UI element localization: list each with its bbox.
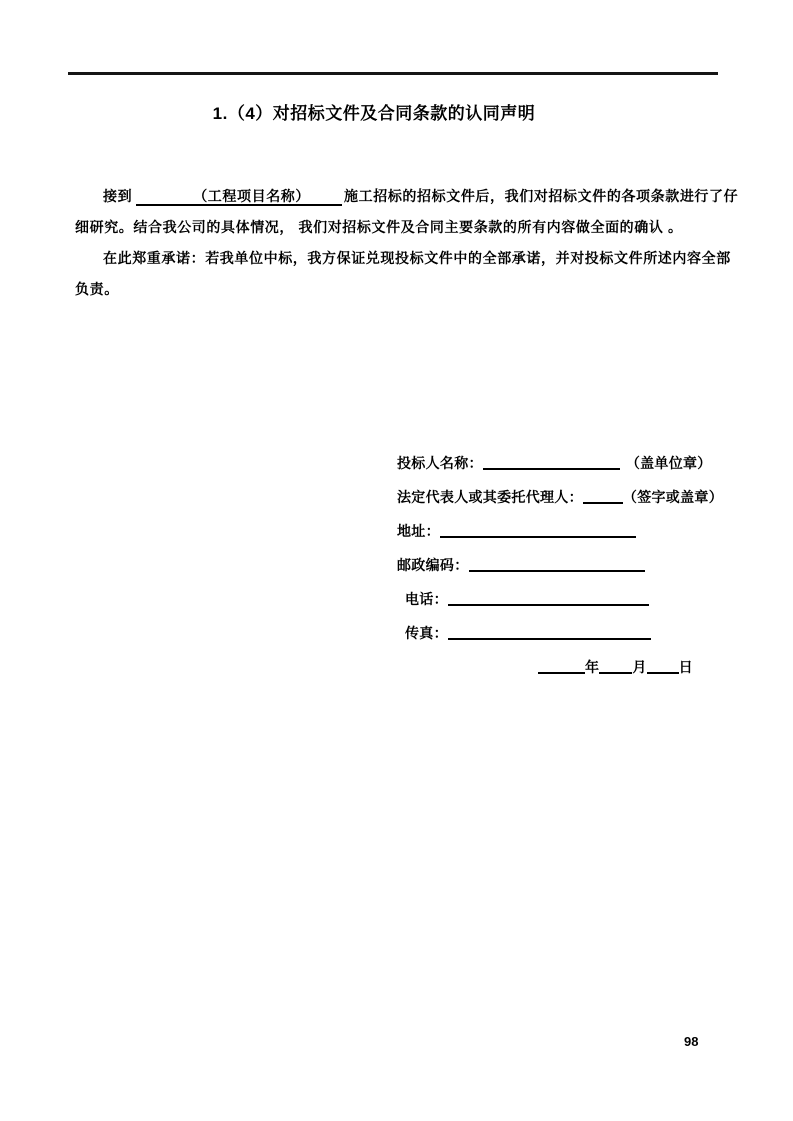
phone-row xyxy=(397,582,723,616)
paragraph2-line2: 负责。 xyxy=(75,281,119,297)
month-label: 月 xyxy=(632,659,647,675)
year-field[interactable] xyxy=(538,660,585,674)
bidder-name-field[interactable] xyxy=(483,456,620,470)
fax-row xyxy=(397,616,723,650)
phone-label: 电话： xyxy=(405,591,448,607)
page-number: 98 xyxy=(684,1034,699,1049)
signature-block xyxy=(397,446,723,684)
project-name-field[interactable] xyxy=(136,188,342,206)
postcode-row xyxy=(397,548,723,582)
representative-row xyxy=(397,480,723,514)
day-label: 日 xyxy=(678,659,693,675)
representative-field[interactable] xyxy=(583,490,623,504)
fax-field[interactable] xyxy=(448,626,651,640)
p1-line1-text: 施工招标的招标文件后，我们对招标文件的各项条款进行了仔 xyxy=(344,188,739,204)
day-field[interactable] xyxy=(647,660,679,674)
address-row xyxy=(397,514,723,548)
year-label: 年 xyxy=(585,659,600,675)
page-title: 1.（4）对招标文件及合同条款的认同声明 xyxy=(212,104,536,123)
address-label: 地址： xyxy=(397,523,440,539)
month-field[interactable] xyxy=(599,660,632,674)
address-field[interactable] xyxy=(440,524,636,538)
phone-field[interactable] xyxy=(448,592,649,606)
paragraph2-line1: 在此郑重承诺：若我单位中标，我方保证兑现投标文件中的全部承诺，并对投标文件所述内容全部 xyxy=(103,250,731,266)
project-name-blank-lead[interactable] xyxy=(136,199,193,201)
paragraph1-line1 xyxy=(75,181,775,212)
postcode-field[interactable] xyxy=(469,558,645,572)
project-name-label: （工程项目名称） xyxy=(193,188,311,204)
postcode-label: 邮政编码： xyxy=(397,557,469,573)
project-name-blank-tail[interactable] xyxy=(310,199,342,201)
header-rule xyxy=(68,72,718,75)
date-row xyxy=(397,650,723,684)
bidder-seal-note: （盖单位章） xyxy=(625,455,712,471)
bidder-name-row xyxy=(397,446,723,480)
paragraph1-line2: 细研究。结合我公司的具体情况， 我们对招标文件及合同主要条款的所有内容做全面的确认 。 xyxy=(75,219,683,235)
bidder-name-label: 投标人名称： xyxy=(397,455,483,471)
body-text xyxy=(75,181,775,305)
representative-label: 法定代表人或其委托代理人： xyxy=(397,489,583,505)
p1-lead-text: 接到 xyxy=(103,188,133,204)
fax-label: 传真： xyxy=(405,625,448,641)
representative-sign-note: （签字或盖章） xyxy=(622,489,724,505)
